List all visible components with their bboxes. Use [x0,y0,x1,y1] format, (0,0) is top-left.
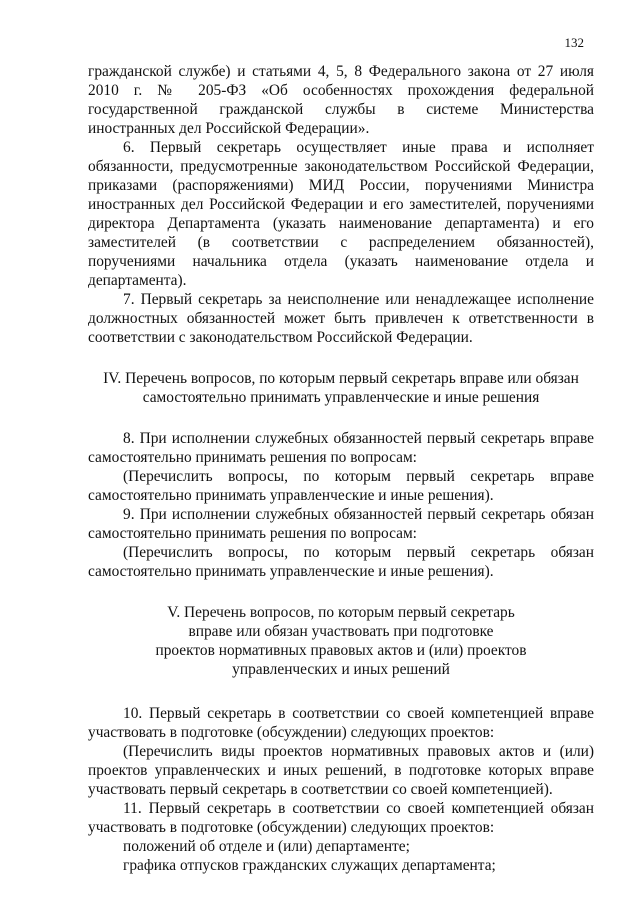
section-heading-v-line-3: проектов нормативных правовых актов и (или) проектов [155,642,527,659]
paragraph-9: 9. При исполнении служебных обязанностей первый секретарь обязан самостоятельно принимать решения по вопросам: [88,506,594,542]
paragraph-7: 7. Первый секретарь за неисполнение или ненадлежащее исполнение должностных обязанностей может быть привлечен к ответственности в соответствии с законодательством Российской Федерации. [88,291,594,346]
paragraph-10-list: (Перечислить виды проектов нормативных правовых актов и (или) проектов управленческих и иных решений, в подготовке которых вправе участвовать первый секретарь в соответствии со своей компетенцией). [88,743,594,798]
section-heading-iv [88,369,594,407]
paragraph-8-list: (Перечислить вопросы, по которым первый секретарь вправе самостоятельно принимать управленческие и иные решения). [88,468,594,504]
paragraph-11-item-1: положений об отделе и (или) департаменте; [123,838,410,855]
paragraph-6: 6. Первый секретарь осуществляет иные права и исполняет обязанности, предусмотренные законодательством Российской Федерации, приказами (распоряжениями) МИД России, поручениями Министра иностранных дел Российской Федерации и его заместителей, поручениями директора Департамента (указать наименование департамента) и его заместителей (в соответствии с распределением обязанностей), поручениями начальника отдела (указать наименование отдела и департамента). [88,139,594,289]
page-number: 132 [564,35,584,50]
paragraph-9-list: (Перечислить вопросы, по которым первый секретарь обязан самостоятельно принимать управленческие и иные решения). [88,544,594,580]
paragraph-continuation: гражданской службе) и статьями 4, 5, 8 Федерального закона от 27 июля 2010 г. № 205-ФЗ «Об особенностях прохождения федеральной государственной гражданской службы в системе Министерства иностранных дел Российской Федерации». [88,63,594,137]
paragraph-10: 10. Первый секретарь в соответствии со своей компетенцией вправе участвовать в подготовке (обсуждении) следующих проектов: [88,705,594,741]
section-heading-v-line-1: V. Перечень вопросов, по которым первый секретарь [167,604,515,621]
section-heading-v-line-4: управленческих и иных решений [232,661,450,678]
paragraph-11: 11. Первый секретарь в соответствии со своей компетенцией обязан участвовать в подготовке (обсуждении) следующих проектов: [88,800,594,836]
section-heading-v [88,603,594,679]
paragraph-11-item-2: графика отпусков гражданских служащих департамента; [123,857,496,874]
section-heading-iv-line-1: IV. Перечень вопросов, по которым первый секретарь вправе или обязан [103,370,579,387]
paragraph-8: 8. При исполнении служебных обязанностей первый секретарь вправе самостоятельно принимать решения по вопросам: [88,430,594,466]
section-heading-v-line-2: вправе или обязан участвовать при подготовке [188,623,494,640]
document-body [88,62,594,875]
section-heading-iv-line-2: самостоятельно принимать управленческие и иные решения [142,389,540,406]
